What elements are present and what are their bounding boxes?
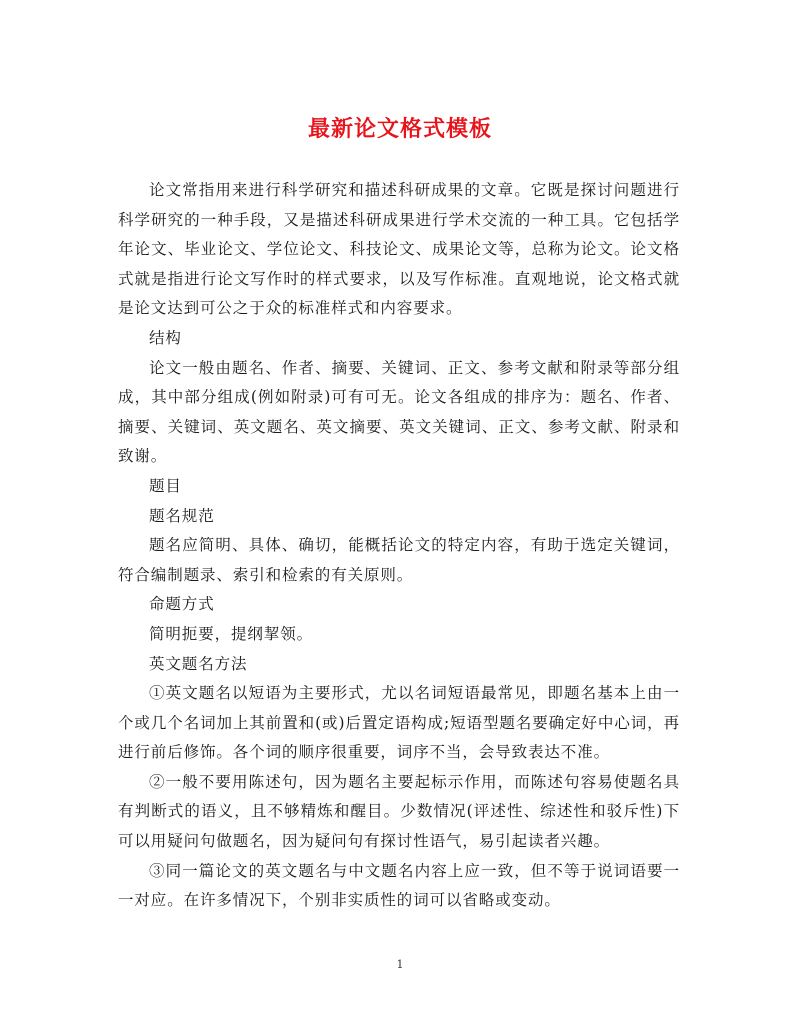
document-title: 最新论文格式模板 xyxy=(307,116,492,142)
document-body xyxy=(118,176,680,916)
paragraph-intro: 论文常指用来进行科学研究和描述科研成果的文章。它既是探讨问题进行科学研究的一种手段，又是描述科研成果进行学术交流的一种工具。它包括学年论文、毕业论文、学位论文、科技论文、成果论文等，总称为论文。论文格式就是指进行论文写作时的样式要求，以及写作标准。直观地说，论文格式就是论文达到可公之于众的标准样式和内容要求。 xyxy=(118,181,680,318)
heading-title: 题目 xyxy=(149,476,182,495)
heading-structure: 结构 xyxy=(149,328,182,347)
paragraph-title-norms: 题名应简明、具体、确切，能概括论文的特定内容，有助于选定关键词，符合编制题录、索引和检索的有关原则。 xyxy=(118,536,680,584)
paragraph-english-title-3: ③同一篇论文的英文题名与中文题名内容上应一致，但不等于说词语要一一对应。在许多情况下，个别非实质性的词可以省略或变动。 xyxy=(118,861,680,910)
page-number: 1 xyxy=(396,958,404,971)
heading-naming-method: 命题方式 xyxy=(149,595,215,614)
paragraph-english-title-2: ②一般不要用陈述句，因为题名主要起标示作用，而陈述句容易使题名具有判断式的语义，且不够精炼和醒目。少数情况(评述性、综述性和驳斥性)下可以用疑问句做题名，因为疑问句有探讨性语气，易引起读者兴趣。 xyxy=(118,772,680,851)
paragraph-structure: 论文一般由题名、作者、摘要、关键词、正文、参考文献和附录等部分组成，其中部分组成(例如附录)可有可无。论文各组成的排序为：题名、作者、摘要、关键词、英文题名、英文摘要、英文关键词、正文、参考文献、附录和致谢。 xyxy=(118,358,680,466)
heading-english-title: 英文题名方法 xyxy=(149,654,248,673)
paragraph-naming-method: 简明扼要，提纲挈领。 xyxy=(149,624,314,643)
paragraph-english-title-1: ①英文题名以短语为主要形式，尤以名词短语最常见，即题名基本上由一个或几个名词加上其前置和(或)后置定语构成;短语型题名要确定好中心词，再进行前后修饰。各个词的顺序很重要，词序不当，会导致表达不准。 xyxy=(118,684,680,762)
heading-title-norms: 题名规范 xyxy=(149,506,215,525)
